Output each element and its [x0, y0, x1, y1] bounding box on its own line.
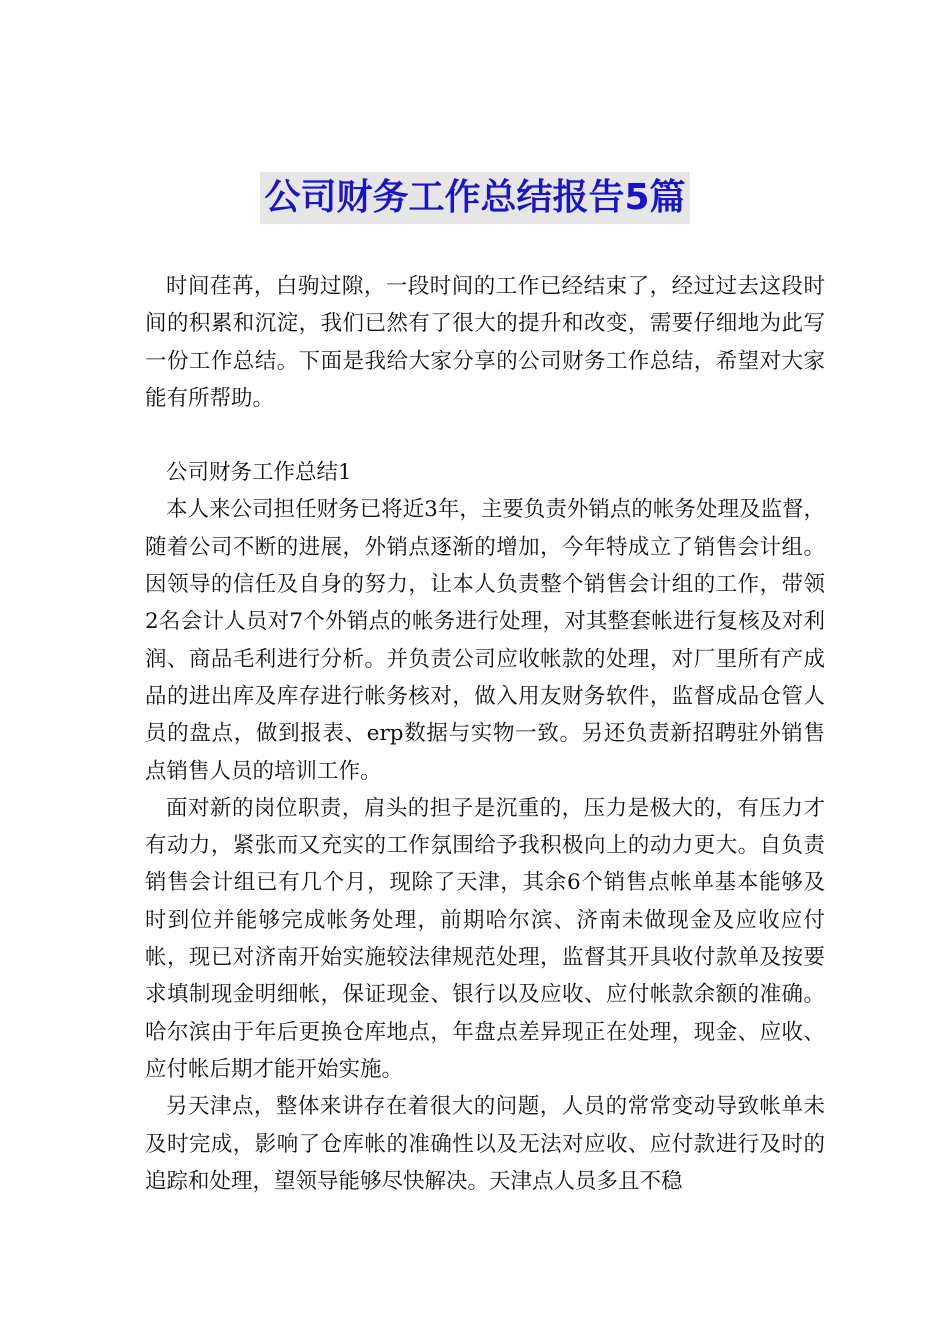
- document-title: 公司财务工作总结报告5篇: [260, 172, 689, 224]
- body-paragraph-1: 本人来公司担任财务已将近3年，主要负责外销点的帐务处理及监督，随着公司不断的进展，外销点逐渐的增加，今年特成立了销售会计组。因领导的信任及自身的努力，让本人负责整个销售会计组的工作，带领2名会计人员对7个外销点的帐务进行处理，对其整套帐进行复核及对利润、商品毛利进行分析。并负责公司应收帐款的处理，对厂里所有产成品的进出库及库存进行帐务核对，做入用友财务软件，监督成品仓管人员的盘点，做到报表、erp数据与实物一致。另还负责新招聘驻外销售点销售人员的培训工作。: [145, 497, 825, 784]
- body-paragraph-3: 另天津点，整体来讲存在着很大的问题，人员的常常变动导致帐单未及时完成，影响了仓库帐的准确性以及无法对应收、应付款进行及时的追踪和处理，望领导能够尽快解决。天津点人员多且不稳: [145, 1094, 825, 1194]
- document-body: [145, 268, 825, 1200]
- section-heading: 公司财务工作总结1: [166, 460, 352, 486]
- body-paragraph-2: 面对新的岗位职责，肩头的担子是沉重的，压力是极大的，有压力才有动力，紧张而又充实的工作氛围给予我积极向上的动力更大。自负责销售会计组已有几个月，现除了天津，其余6个销售点帐单基本能够及时到位并能够完成帐务处理，前期哈尔滨、济南未做现金及应收应付帐，现已对济南开始实施较法律规范处理，监督其开具收付款单及按要求填制现金明细帐，保证现金、银行以及应收、应付帐款余额的准确。哈尔滨由于年后更换仓库地点，年盘点差异现正在处理，现金、应收、应付帐后期才能开始实施。: [145, 795, 825, 1082]
- intro-paragraph: 时间荏苒，白驹过隙，一段时间的工作已经结束了，经过过去这段时间的积累和沉淀，我们已然有了很大的提升和改变，需要仔细地为此写一份工作总结。下面是我给大家分享的公司财务工作总结，希望对大家能有所帮助。: [145, 274, 825, 411]
- title-wrap: [0, 172, 950, 224]
